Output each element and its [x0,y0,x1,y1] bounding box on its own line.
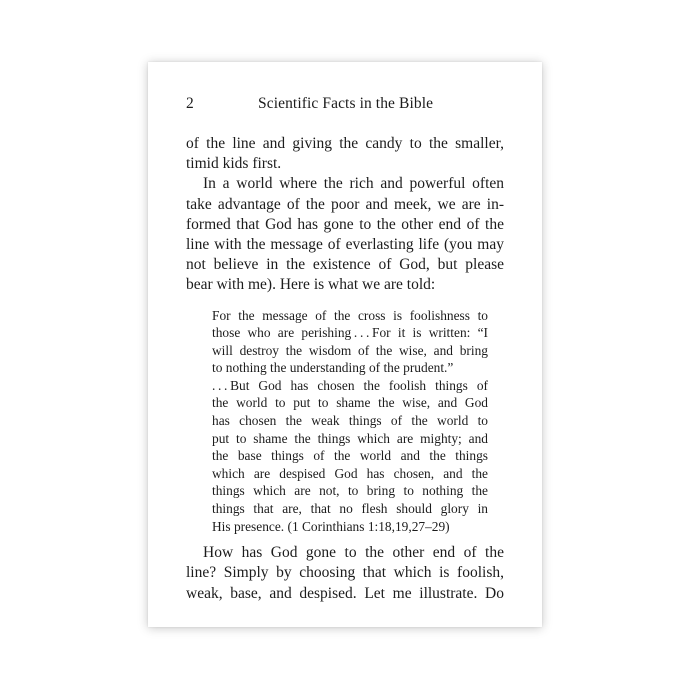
quote-line: the world to put to shame the wise, and God [212,395,488,411]
quote-line: the base things of the world and the things [212,448,488,464]
running-head [186,94,506,114]
text-line: bear with me). Here is what we are told: [186,276,436,294]
book-title: Scientific Facts in the Bible [258,95,434,112]
quote-line: things which are not, to bring to nothing the [212,483,488,499]
block-quote [212,307,488,536]
text-line: timid kids first. [186,155,282,173]
book-page [148,62,542,627]
text-line: line? Simply by choosing that which is foolish, [186,564,504,582]
quote-line: things that are, that no flesh should glory in [212,501,488,517]
quote-line: For the message of the cross is foolishness to [212,307,488,323]
paragraph-2 [186,174,504,295]
quote-line: His presence. (1 Corinthians 1:18,19,27–29) [212,518,450,534]
quote-line: put to shame the things which are mighty; and [212,430,488,446]
paragraph-3 [186,543,504,604]
quote-line: will destroy the wisdom of the wise, and bring [212,342,488,358]
quote-line: has chosen the weak things of the world to [212,413,488,429]
text-line: line with the message of everlasting life (you may [186,235,504,253]
paragraph-1 [186,134,504,174]
quote-line: those who are perishing . . . For it is written: “I [212,325,488,341]
page-number: 2 [186,95,194,112]
text-line: take advantage of the poor and meek, we are in- [186,195,504,213]
text-line: not believe in the existence of God, but please [186,256,504,274]
text-line: of the line and giving the candy to the smaller, [186,135,504,152]
quote-line: to nothing the understanding of the prudent.” [212,360,454,376]
text-line: formed that God has gone to the other end of the [186,215,504,233]
text-line: How has God gone to the other end of the [203,544,504,562]
quote-line: . . . But God has chosen the foolish things of [212,377,488,393]
body-text [186,134,504,604]
quote-line: which are despised God has chosen, and the [212,465,488,481]
text-line: weak, base, and despised. Let me illustrate. Do [186,584,504,602]
text-line: In a world where the rich and powerful often [203,175,504,193]
